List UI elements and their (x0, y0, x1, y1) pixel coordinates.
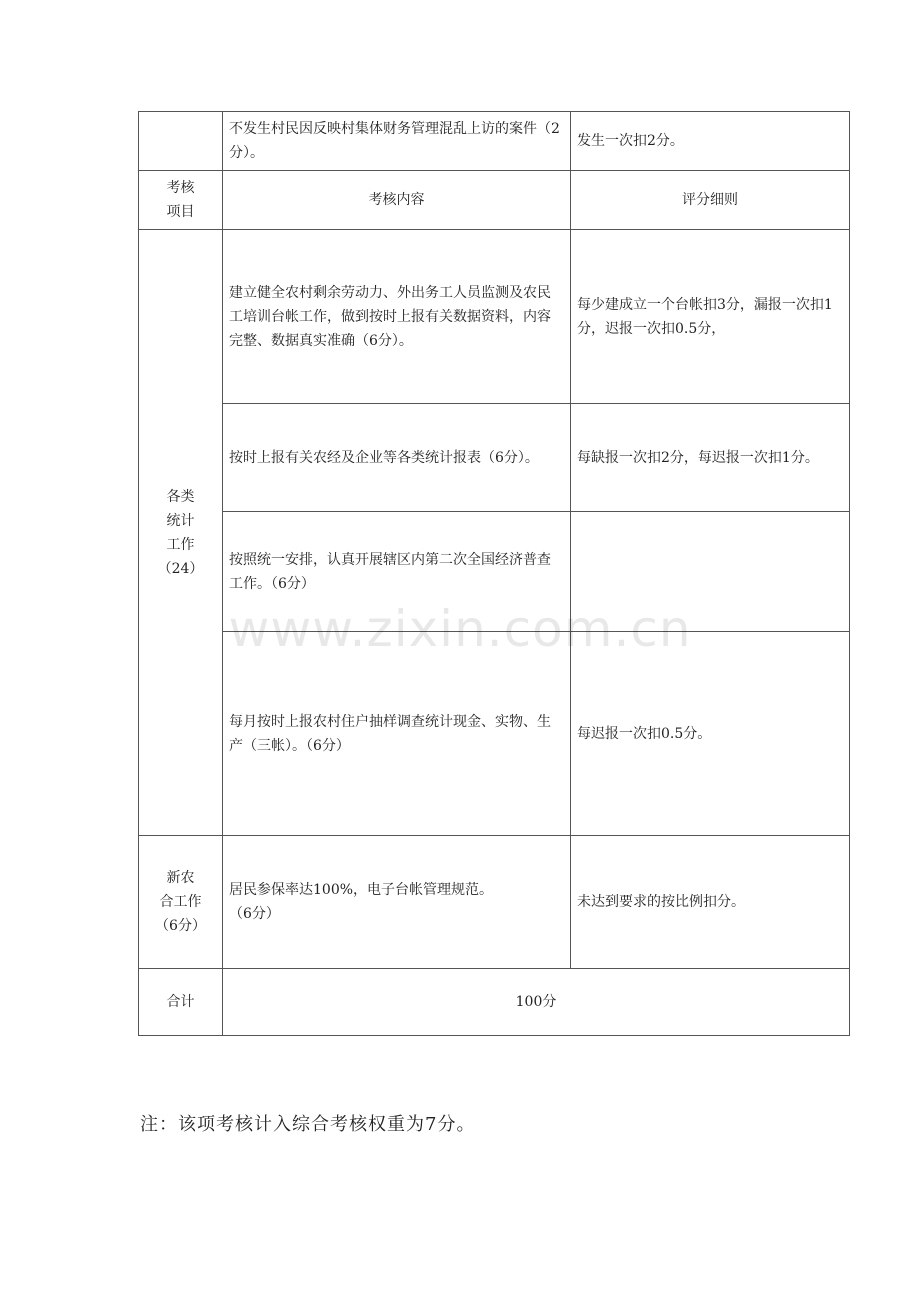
category-line: 新农 (166, 870, 195, 886)
content-cell: 按时上报有关农经及企业等各类统计报表（6分）。 (223, 404, 571, 512)
category-line: （6分） (155, 918, 206, 934)
header-content-cell: 考核内容 (223, 171, 571, 230)
table-row (139, 512, 850, 632)
content-cell: 不发生村民因反映村集体财务管理混乱上访的案件（2分）。 (223, 112, 571, 171)
table-row (139, 632, 850, 836)
assessment-table (138, 111, 850, 1036)
scoring-cell (571, 512, 850, 632)
content-cell: 每月按时上报农村住户抽样调查统计现金、实物、生产（三帐）。（6分） (223, 632, 571, 836)
scoring-cell: 发生一次扣2分。 (571, 112, 850, 171)
content-cell (223, 836, 571, 969)
category-line: 统计 (166, 512, 195, 529)
content-cell: 按照统一安排，认真开展辖区内第二次全国经济普查工作。（6分） (223, 512, 571, 632)
content-line: 居民参保率达100%，电子台帐管理规范。 (229, 882, 494, 898)
total-value-cell: 100分 (223, 969, 850, 1036)
category-stats-cell (139, 230, 223, 836)
content-cell: 建立健全农村剩余劳动力、外出务工人员监测及农民工培训台帐工作，做到按时上报有关数据资料，内容完整、数据真实准确（6分）。 (223, 230, 571, 404)
total-row (139, 969, 850, 1036)
category-line: 各类 (166, 488, 195, 505)
table-row (139, 112, 850, 171)
header-item-line: 项目 (166, 204, 195, 220)
category-line: 合工作 (159, 894, 202, 910)
header-row (139, 171, 850, 230)
scoring-cell: 每少建成立一个台帐扣3分，漏报一次扣1分，迟报一次扣0.5分， (571, 230, 850, 404)
scoring-cell: 每迟报一次扣0.5分。 (571, 632, 850, 836)
watermark: www.zixin.com.cn (228, 600, 692, 658)
scoring-cell: 每缺报一次扣2分，每迟报一次扣1分。 (571, 404, 850, 512)
category-coop-cell (139, 836, 223, 969)
category-line: （24） (157, 560, 204, 577)
category-line: 工作 (166, 536, 195, 553)
empty-cell (139, 112, 223, 171)
footnote: 注：该项考核计入综合考核权重为7分。 (140, 1114, 476, 1135)
table-row (139, 836, 850, 969)
header-item-cell (139, 171, 223, 230)
header-item-line: 考核 (166, 180, 195, 196)
header-scoring-cell: 评分细则 (571, 171, 850, 230)
total-label-cell: 合计 (139, 969, 223, 1036)
scoring-cell: 未达到要求的按比例扣分。 (571, 836, 850, 969)
table-row (139, 230, 850, 404)
table-row (139, 404, 850, 512)
content-line: （6分） (229, 906, 280, 922)
